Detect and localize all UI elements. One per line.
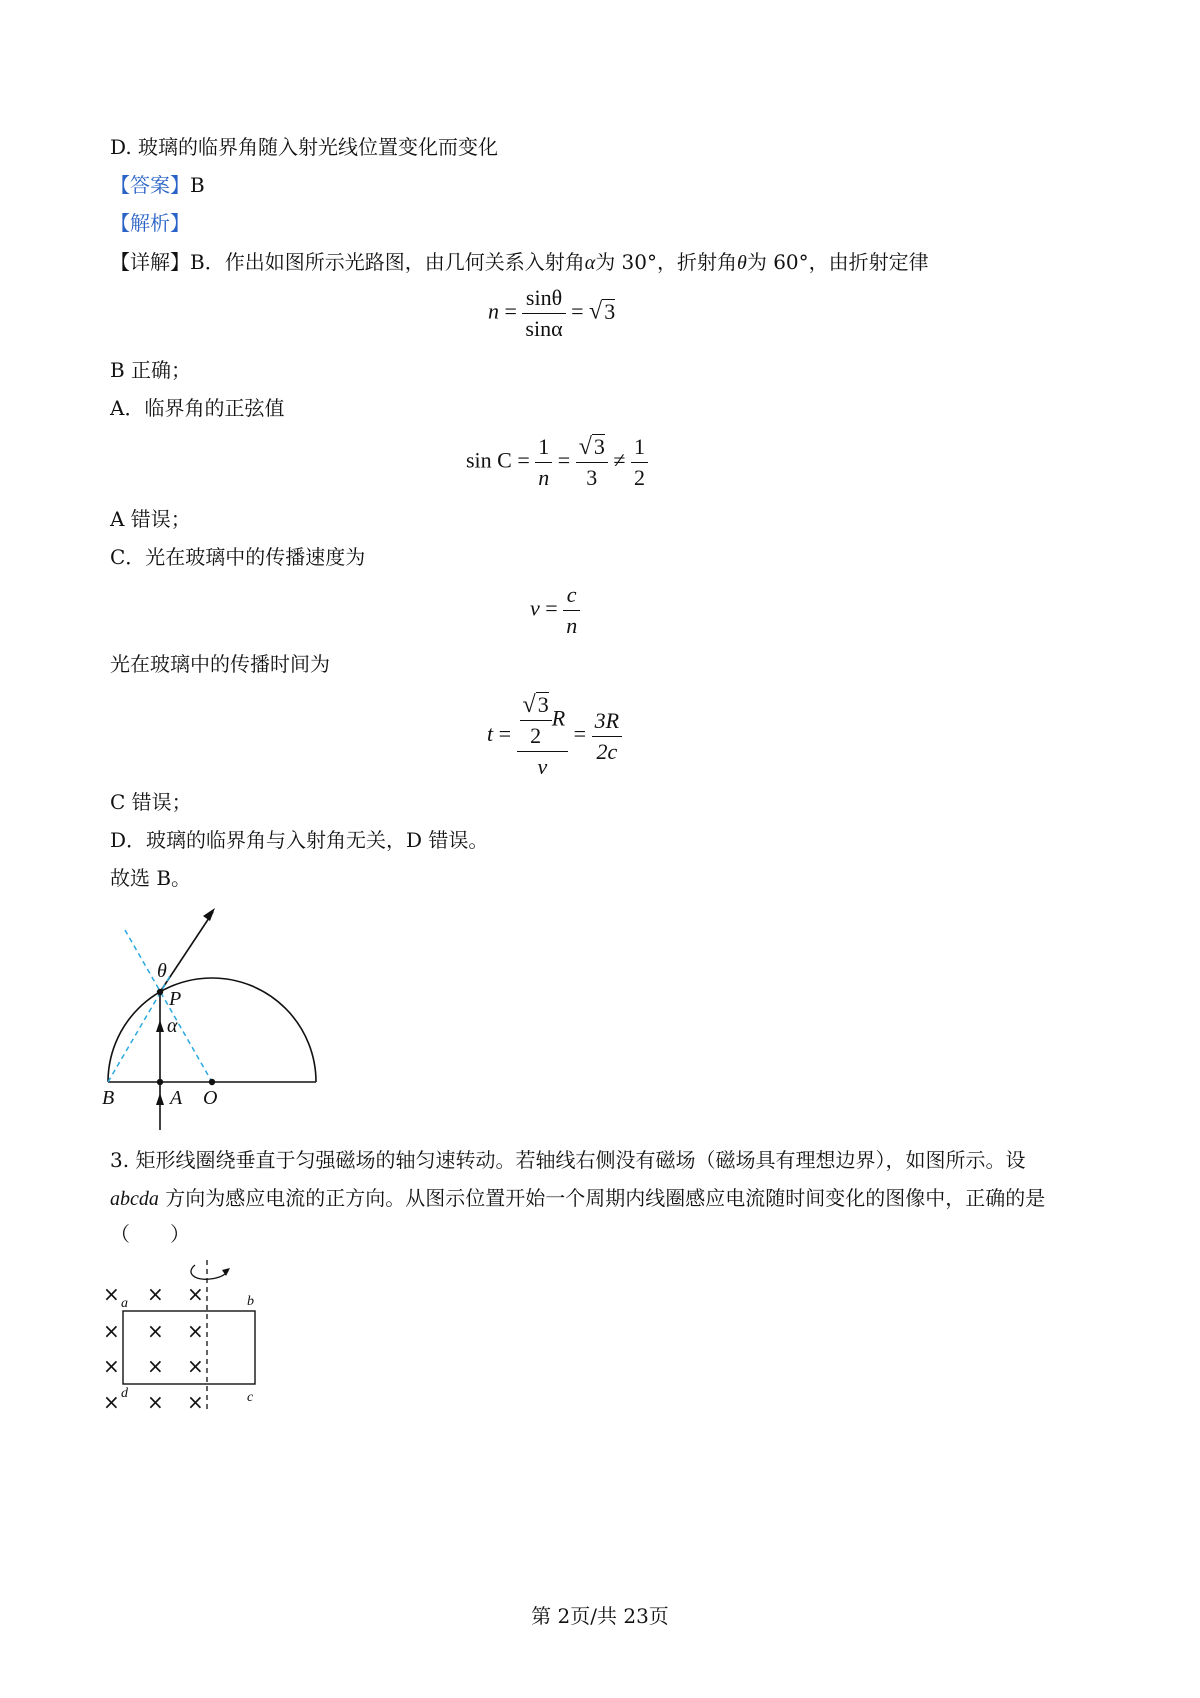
detail-text-1: B．作出如图所示光路图，由几何关系入射角 [190, 250, 585, 274]
eq4-den: v [537, 754, 548, 779]
eq1-lhs: n [488, 298, 499, 324]
refracted-arrow-head [203, 908, 215, 921]
eq4-inner-den: 2 [530, 723, 542, 748]
eq4-inner-fraction: $\frac{√3}{2}$ [520, 690, 552, 751]
arrow-up-lower [156, 1093, 164, 1105]
question3-line1: 3. 矩形线圈绕垂直于匀强磁场的轴匀速转动。若轴线右侧没有磁场（磁场具有理想边界），如图所示。设 [110, 1148, 1026, 1172]
equation-speed: v = $\frac{c}{n}$ [530, 580, 580, 641]
eq4-rhs-den: 2c [596, 738, 618, 764]
eq1-fraction [522, 283, 565, 344]
field-cross: × [147, 1390, 164, 1414]
answer-value: B [190, 173, 205, 197]
eq2-f1-den: n [538, 465, 550, 490]
question3-line2 [110, 1184, 1045, 1213]
question3-line3: （ ） [110, 1222, 190, 1246]
eq2-lhs: sin C [466, 447, 512, 473]
question3-line2-rest: 方向为感应电流的正方向。从图示位置开始一个周期内线圈感应电流随时间变化的图像中，正确的是 [158, 1186, 1046, 1210]
eq4-lhs: t [487, 721, 494, 747]
alpha-symbol: α [584, 252, 596, 274]
field-cross: × [103, 1390, 120, 1414]
label-theta: θ [157, 960, 167, 982]
equation-time: t = $\frac{√3}{2}$ R v = $\frac{3R}{2c}$ [487, 690, 622, 782]
c-time: 光在玻璃中的传播时间为 [110, 652, 330, 676]
coil-diagram [95, 1255, 295, 1415]
option-d: D. 玻璃的临界角随入射光线位置变化而变化 [110, 135, 499, 159]
label-p: P [169, 988, 182, 1010]
eq1-den: sinα [525, 316, 563, 341]
eq2-frac-1 [535, 432, 552, 493]
corner-a: a [121, 1296, 128, 1311]
eq4-rhs-num: 3R [592, 706, 622, 737]
d-text: D．玻璃的临界角与入射角无关，D 错误。 [110, 828, 489, 852]
eq2-f2-den: 3 [586, 465, 598, 490]
label-o: O [203, 1087, 218, 1109]
analysis-label: 【解析】 [110, 211, 190, 235]
eq3-lhs: v [530, 595, 540, 621]
point-a [157, 1079, 163, 1085]
eq1-num: sinθ [522, 283, 565, 314]
detail-text-3: 为 60°，由折射定律 [746, 250, 929, 274]
eq2-f3-den: 2 [633, 465, 645, 490]
b-correct: B 正确； [110, 358, 192, 382]
eq3-den: n [566, 613, 578, 638]
eq2-frac-3 [631, 432, 648, 493]
equation-refraction: n = $\frac{\sin\theta}{\sin\alpha}$ = √3 [488, 283, 615, 344]
detail-label: 【详解】 [110, 250, 190, 274]
field-cross: × [103, 1282, 120, 1306]
answer-label: 【答案】 [110, 173, 190, 197]
field-cross: × [147, 1354, 164, 1378]
label-alpha: α [167, 1015, 178, 1037]
eq1-rhs: 3 [604, 298, 616, 324]
field-cross: × [187, 1319, 204, 1343]
conclusion: 故选 B。 [110, 866, 192, 890]
point-p [157, 989, 163, 995]
point-o [209, 1079, 215, 1085]
c-speed: C．光在玻璃中的传播速度为 [110, 545, 366, 569]
field-cross: × [103, 1354, 120, 1378]
optics-diagram [95, 900, 335, 1130]
answer-line [110, 171, 205, 199]
eq2-f2-num: 3 [593, 434, 605, 459]
eq4-big-fraction [517, 690, 569, 782]
eq3-num: c [563, 580, 580, 611]
abcda-label: abcda [110, 1188, 159, 1210]
eq3-fraction [563, 580, 580, 641]
eq4-inner-num: 3 [537, 692, 549, 717]
detail-text-2: 为 30°，折射角 [595, 250, 738, 274]
theta-symbol: θ [737, 252, 747, 274]
field-cross: × [187, 1282, 204, 1306]
c-wrong: C 错误； [110, 790, 192, 814]
arrow-up-upper [156, 1020, 164, 1032]
eq2-f1-num: 1 [535, 432, 552, 463]
eq2-frac-2: $\frac{√3}{3}$ [576, 432, 608, 493]
field-cross: × [147, 1319, 164, 1343]
page-footer: 第 2页/共 23页 [531, 1604, 669, 1628]
a-sine: A．临界角的正弦值 [110, 396, 285, 420]
label-b: B [102, 1087, 115, 1109]
detail-line [110, 248, 929, 277]
rotation-arrow [191, 1265, 228, 1279]
equation-critical-angle: sin C = $\frac{1}{n}$ = $\frac{√3}{3}$ ≠ $\frac{1}{2}$ [466, 432, 648, 493]
field-cross: × [147, 1282, 164, 1306]
corner-b: b [247, 1294, 254, 1309]
label-a: A [170, 1087, 183, 1109]
corner-c: c [247, 1390, 254, 1405]
eq4-inner-r: R [551, 705, 566, 731]
a-wrong: A 错误； [110, 507, 191, 531]
field-cross: × [187, 1354, 204, 1378]
corner-d: d [121, 1386, 128, 1401]
eq2-f3-num: 1 [631, 432, 648, 463]
field-cross: × [103, 1319, 120, 1343]
eq4-rhs-fraction [592, 706, 622, 767]
field-cross: × [187, 1390, 204, 1414]
semicircle-arc [108, 978, 316, 1082]
